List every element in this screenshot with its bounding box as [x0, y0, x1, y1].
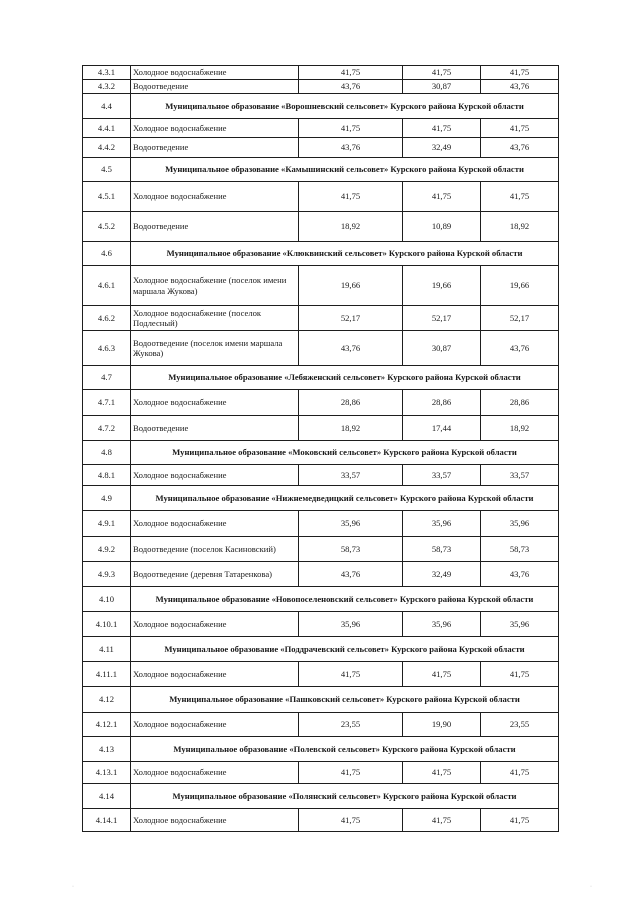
tariff-value-1: 41,75 — [299, 762, 403, 784]
table-row — [83, 809, 559, 832]
tariff-value-3: 52,17 — [481, 306, 559, 331]
tariff-value-1: 43,76 — [299, 138, 403, 158]
section-number: 4.5 — [83, 158, 131, 182]
section-number: 4.12 — [83, 687, 131, 713]
tariff-value-3: 35,96 — [481, 511, 559, 537]
row-number: 4.3.2 — [83, 80, 131, 94]
section-header-row — [83, 486, 559, 511]
service-name: Холодное водоснабжение — [131, 390, 299, 416]
tariff-value-2: 41,75 — [403, 762, 481, 784]
table-row — [83, 562, 559, 587]
tariff-value-2: 41,75 — [403, 662, 481, 687]
section-header-row — [83, 637, 559, 662]
section-number: 4.14 — [83, 784, 131, 809]
row-number: 4.9.2 — [83, 537, 131, 562]
table-row — [83, 465, 559, 486]
tariff-value-3: 18,92 — [481, 416, 559, 441]
table-row — [83, 80, 559, 94]
tariff-value-2: 41,75 — [403, 182, 481, 212]
tariff-value-3: 35,96 — [481, 612, 559, 637]
section-number: 4.10 — [83, 587, 131, 612]
tariff-value-2: 58,73 — [403, 537, 481, 562]
tariff-value-2: 41,75 — [403, 66, 481, 80]
section-number: 4.6 — [83, 242, 131, 266]
section-title: Муниципальное образование «Камышинский сельсовет» Курского района Курской области — [131, 158, 559, 182]
tariff-value-2: 52,17 — [403, 306, 481, 331]
service-name: Водоотведение — [131, 80, 299, 94]
section-title: Муниципальное образование «Нижнемедведицкий сельсовет» Курского района Курской области — [131, 486, 559, 511]
tariff-value-1: 35,96 — [299, 511, 403, 537]
row-number: 4.12.1 — [83, 713, 131, 737]
service-name: Водоотведение — [131, 416, 299, 441]
service-name: Водоотведение — [131, 212, 299, 242]
tariff-value-2: 33,57 — [403, 465, 481, 486]
tariff-value-3: 41,75 — [481, 182, 559, 212]
tariff-value-3: 23,55 — [481, 713, 559, 737]
tariff-value-2: 10,89 — [403, 212, 481, 242]
service-name: Холодное водоснабжение — [131, 66, 299, 80]
tariff-value-1: 18,92 — [299, 212, 403, 242]
section-number: 4.7 — [83, 366, 131, 390]
tariff-value-3: 41,75 — [481, 119, 559, 138]
table-row — [83, 762, 559, 784]
section-title: Муниципальное образование «Лебяженский сельсовет» Курского района Курской области — [131, 366, 559, 390]
table-row — [83, 266, 559, 306]
tariff-value-3: 41,75 — [481, 66, 559, 80]
section-header-row — [83, 587, 559, 612]
section-number: 4.11 — [83, 637, 131, 662]
row-number: 4.3.1 — [83, 66, 131, 80]
tariff-value-1: 28,86 — [299, 390, 403, 416]
row-number: 4.9.1 — [83, 511, 131, 537]
tariff-value-3: 33,57 — [481, 465, 559, 486]
table-row — [83, 662, 559, 687]
tariff-value-2: 19,66 — [403, 266, 481, 306]
tariff-value-2: 35,96 — [403, 511, 481, 537]
table-row — [83, 138, 559, 158]
table-row — [83, 390, 559, 416]
row-number: 4.7.1 — [83, 390, 131, 416]
table-row — [83, 212, 559, 242]
section-header-row — [83, 441, 559, 465]
row-number: 4.4.1 — [83, 119, 131, 138]
row-number: 4.9.3 — [83, 562, 131, 587]
service-name: Холодное водоснабжение — [131, 612, 299, 637]
tariff-value-2: 17,44 — [403, 416, 481, 441]
tariff-value-1: 19,66 — [299, 266, 403, 306]
tariff-value-2: 30,87 — [403, 80, 481, 94]
tariff-value-2: 30,87 — [403, 331, 481, 366]
tariff-value-3: 43,76 — [481, 562, 559, 587]
tariff-value-1: 41,75 — [299, 182, 403, 212]
row-number: 4.14.1 — [83, 809, 131, 832]
service-name: Водоотведение (поселок имени маршала Жукова) — [131, 331, 299, 366]
section-header-row — [83, 94, 559, 119]
tariff-value-3: 43,76 — [481, 331, 559, 366]
tariff-value-1: 41,75 — [299, 119, 403, 138]
tariff-value-1: 43,76 — [299, 331, 403, 366]
service-name: Холодное водоснабжение — [131, 762, 299, 784]
tariff-value-3: 28,86 — [481, 390, 559, 416]
tariff-value-3: 43,76 — [481, 138, 559, 158]
section-title: Муниципальное образование «Полевской сельсовет» Курского района Курской области — [131, 737, 559, 762]
table-row — [83, 66, 559, 80]
service-name: Холодное водоснабжение — [131, 465, 299, 486]
service-name: Холодное водоснабжение — [131, 809, 299, 832]
section-header-row — [83, 784, 559, 809]
tariff-value-1: 18,92 — [299, 416, 403, 441]
tariff-value-1: 35,96 — [299, 612, 403, 637]
tariff-value-3: 58,73 — [481, 537, 559, 562]
tariff-value-1: 33,57 — [299, 465, 403, 486]
section-header-row — [83, 737, 559, 762]
tariff-value-1: 23,55 — [299, 713, 403, 737]
tariff-value-2: 41,75 — [403, 809, 481, 832]
service-name: Водоотведение (деревня Татаренкова) — [131, 562, 299, 587]
tariff-table-body — [83, 66, 559, 832]
section-number: 4.9 — [83, 486, 131, 511]
table-row — [83, 713, 559, 737]
row-number: 4.7.2 — [83, 416, 131, 441]
tariff-value-3: 43,76 — [481, 80, 559, 94]
section-title: Муниципальное образование «Клюквинский сельсовет» Курского района Курской области — [131, 242, 559, 266]
tariff-value-3: 41,75 — [481, 662, 559, 687]
tariff-value-1: 41,75 — [299, 662, 403, 687]
row-number: 4.11.1 — [83, 662, 131, 687]
section-title: Муниципальное образование «Новопоселеновский сельсовет» Курского района Курской области — [131, 587, 559, 612]
service-name: Холодное водоснабжение (поселок Подлесный) — [131, 306, 299, 331]
tariff-value-1: 41,75 — [299, 809, 403, 832]
tariff-value-3: 18,92 — [481, 212, 559, 242]
tariff-value-3: 41,75 — [481, 809, 559, 832]
section-title: Муниципальное образование «Моковский сельсовет» Курского района Курской области — [131, 441, 559, 465]
tariff-value-1: 41,75 — [299, 66, 403, 80]
tariff-value-3: 41,75 — [481, 762, 559, 784]
row-number: 4.8.1 — [83, 465, 131, 486]
table-row — [83, 306, 559, 331]
tariff-value-2: 41,75 — [403, 119, 481, 138]
section-title: Муниципальное образование «Поддрачевский сельсовет» Курского района Курской области — [131, 637, 559, 662]
table-row — [83, 612, 559, 637]
table-row — [83, 119, 559, 138]
service-name: Холодное водоснабжение — [131, 713, 299, 737]
section-header-row — [83, 158, 559, 182]
service-name: Холодное водоснабжение — [131, 182, 299, 212]
table-row — [83, 537, 559, 562]
section-title: Муниципальное образование «Полянский сельсовет» Курского района Курской области — [131, 784, 559, 809]
section-number: 4.8 — [83, 441, 131, 465]
row-number: 4.5.1 — [83, 182, 131, 212]
service-name: Водоотведение (поселок Касиновский) — [131, 537, 299, 562]
row-number: 4.6.1 — [83, 266, 131, 306]
row-number: 4.4.2 — [83, 138, 131, 158]
section-title: Муниципальное образование «Ворошневский сельсовет» Курского района Курской области — [131, 94, 559, 119]
service-name: Водоотведение — [131, 138, 299, 158]
section-header-row — [83, 687, 559, 713]
tariff-value-2: 35,96 — [403, 612, 481, 637]
tariff-table — [82, 65, 559, 832]
tariff-value-2: 19,90 — [403, 713, 481, 737]
table-row — [83, 511, 559, 537]
tariff-value-1: 43,76 — [299, 562, 403, 587]
section-header-row — [83, 366, 559, 390]
table-row — [83, 416, 559, 441]
tariff-value-1: 43,76 — [299, 80, 403, 94]
service-name: Холодное водоснабжение — [131, 662, 299, 687]
row-number: 4.10.1 — [83, 612, 131, 637]
tariff-value-2: 28,86 — [403, 390, 481, 416]
scan-mark: · — [72, 884, 74, 890]
section-number: 4.13 — [83, 737, 131, 762]
row-number: 4.5.2 — [83, 212, 131, 242]
table-row — [83, 182, 559, 212]
row-number: 4.6.3 — [83, 331, 131, 366]
section-header-row — [83, 242, 559, 266]
tariff-value-1: 58,73 — [299, 537, 403, 562]
tariff-value-2: 32,49 — [403, 138, 481, 158]
service-name: Холодное водоснабжение — [131, 511, 299, 537]
service-name: Холодное водоснабжение (поселок имени маршала Жукова) — [131, 266, 299, 306]
tariff-value-2: 32,49 — [403, 562, 481, 587]
tariff-value-1: 52,17 — [299, 306, 403, 331]
scan-mark: · — [590, 884, 592, 890]
tariff-value-3: 19,66 — [481, 266, 559, 306]
section-title: Муниципальное образование «Пашковский сельсовет» Курского района Курской области — [131, 687, 559, 713]
table-row — [83, 331, 559, 366]
service-name: Холодное водоснабжение — [131, 119, 299, 138]
section-number: 4.4 — [83, 94, 131, 119]
row-number: 4.6.2 — [83, 306, 131, 331]
row-number: 4.13.1 — [83, 762, 131, 784]
